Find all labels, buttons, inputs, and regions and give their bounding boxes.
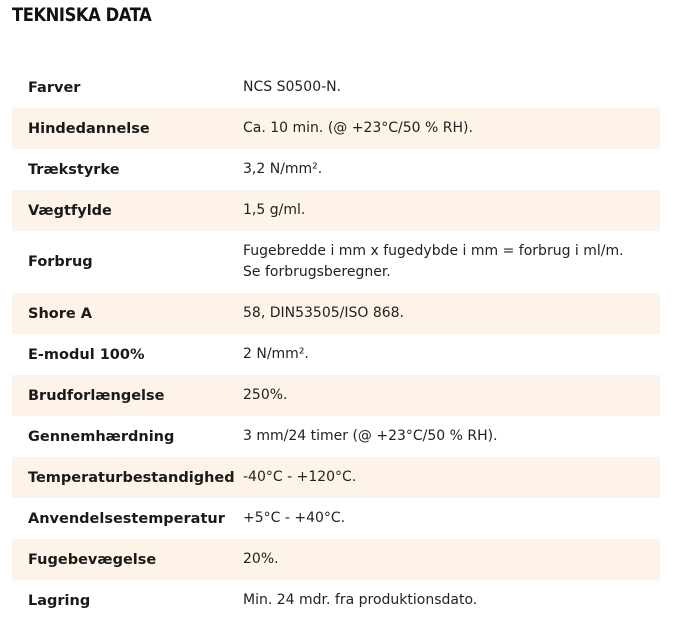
row-value [243, 241, 660, 283]
row-value [243, 344, 660, 365]
row-value [243, 200, 660, 221]
value-line: 58, DIN53505/ISO 868. [243, 305, 405, 321]
value-line: Se forbrugsberegner. [243, 264, 391, 280]
table-row [12, 108, 660, 149]
table-row [12, 334, 660, 375]
row-label: Temperaturbestandighed [28, 469, 235, 486]
tech-data-table [12, 67, 660, 621]
row-label: Vægtfylde [28, 202, 112, 219]
row-value [243, 77, 660, 98]
row-value [243, 385, 660, 406]
table-row [12, 580, 660, 621]
row-value [243, 590, 660, 611]
table-row [12, 539, 660, 580]
row-label: Lagring [28, 592, 91, 609]
table-row [12, 149, 660, 190]
row-label: Trækstyrke [28, 161, 120, 178]
row-value [243, 303, 660, 324]
table-row [12, 416, 660, 457]
value-line: 2 N/mm². [243, 346, 309, 362]
row-value [243, 508, 660, 529]
row-value [243, 159, 660, 180]
value-line: Ca. 10 min. (@ +23°C/50 % RH). [243, 120, 473, 136]
row-label: Hindedannelse [28, 120, 150, 137]
row-label: Anvendelsestemperatur [28, 510, 225, 527]
row-label: Shore A [28, 305, 92, 322]
table-row [12, 293, 660, 334]
table-row [12, 67, 660, 108]
table-row [12, 457, 660, 498]
value-line: Min. 24 mdr. fra produktionsdato. [243, 592, 478, 608]
table-row [12, 375, 660, 416]
value-line: 1,5 g/ml. [243, 202, 306, 218]
value-line: 20%. [243, 551, 279, 567]
value-line: 250%. [243, 387, 288, 403]
table-row [12, 498, 660, 539]
page-title: TEKNISKA DATA [12, 4, 152, 26]
value-line: NCS S0500-N. [243, 79, 342, 95]
row-value [243, 467, 660, 488]
row-label: Farver [28, 79, 81, 96]
row-label: Brudforlængelse [28, 387, 165, 404]
row-value [243, 118, 660, 139]
row-value [243, 549, 660, 570]
row-label: Gennemhærdning [28, 428, 175, 445]
value-line: Fugebredde i mm x fugedybde i mm = forbrug i ml/m. [243, 243, 624, 259]
row-label: Fugebevægelse [28, 551, 157, 568]
value-line: +5°C - +40°C. [243, 510, 346, 526]
table-row [12, 190, 660, 231]
row-label: Forbrug [28, 254, 93, 270]
row-label: E-modul 100% [28, 346, 145, 363]
table-row [12, 231, 660, 293]
row-value [243, 426, 660, 447]
value-line: 3 mm/24 timer (@ +23°C/50 % RH). [243, 428, 498, 444]
value-line: -40°C - +120°C. [243, 469, 357, 485]
value-line: 3,2 N/mm². [243, 161, 323, 177]
